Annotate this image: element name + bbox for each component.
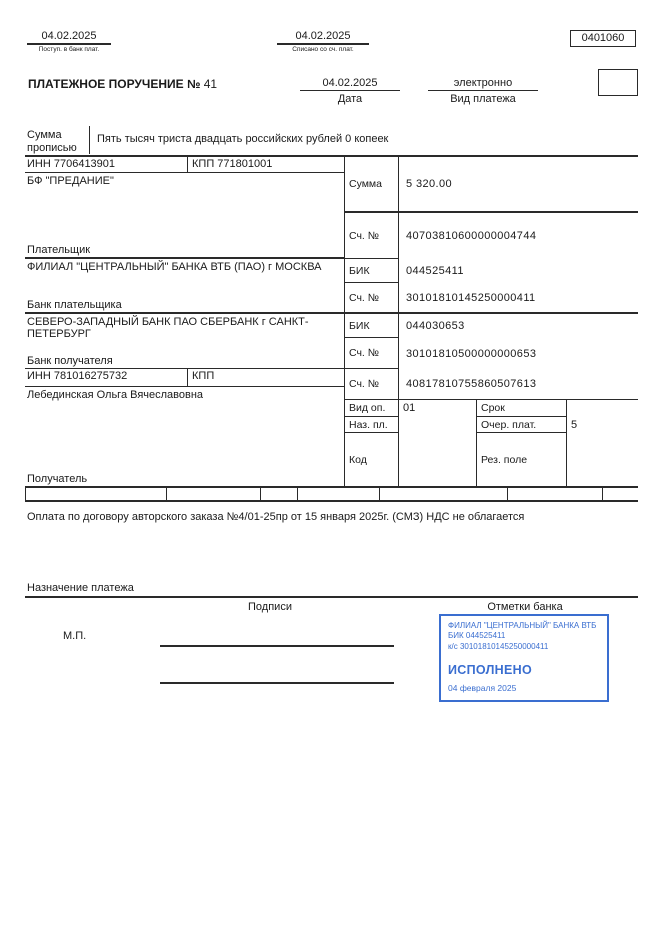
debited-date-block: [277, 30, 369, 53]
operation-labels-column: [345, 400, 399, 486]
stamp-corr-account: к/с 30101810145250000411: [448, 641, 549, 651]
beneficiary-bank-bik-row: [345, 314, 638, 338]
beneficiary-bank-name: СЕВЕРО-ЗАПАДНЫЙ БАНК ПАО СБЕРБАНК г САНКТ-ПЕТЕРБУРГ: [27, 316, 309, 340]
operation-grid: [345, 400, 638, 486]
stamp-place-label: М.П.: [63, 630, 87, 642]
amount-words-block: [27, 126, 640, 154]
beneficiary-account-value: 40817810755860507613: [406, 378, 537, 390]
payer-block: [25, 173, 344, 259]
payer-bank-bik-label: БИК: [345, 259, 399, 283]
tax-cell-4: [298, 488, 380, 500]
operation-values-column: [399, 400, 477, 486]
amount-row: [345, 157, 638, 213]
payment-type-label: Вид платежа: [450, 93, 516, 105]
stamp-status: ИСПОЛНЕНО: [448, 663, 532, 678]
beneficiary-bank-account-value: 30101810500000000653: [406, 347, 537, 360]
payer-inn: ИНН 7706413901: [27, 158, 116, 170]
payment-type-field: [428, 77, 538, 105]
payer-account-label: Сч. №: [345, 213, 399, 259]
date-label: Дата: [337, 93, 363, 105]
stamp-date: 04 февраля 2025: [448, 683, 517, 694]
priority-label: Очер. плат.: [477, 417, 566, 433]
op-type-label: Вид оп.: [345, 400, 398, 417]
form-code-box: 0401060: [570, 30, 636, 47]
purpose-kind-label: Наз. пл.: [345, 417, 398, 433]
payer-bank-account-row: [345, 283, 638, 314]
beneficiary-bank-account-row: [345, 338, 638, 369]
code-label: Код: [349, 453, 367, 466]
tax-cell-6: [508, 488, 603, 500]
stamp-bik: БИК 044525411: [448, 631, 506, 641]
terms-labels-column: [477, 400, 567, 486]
term-value: [567, 400, 638, 417]
main-table: [25, 155, 638, 488]
payer-bank-label: Банк плательщика: [27, 299, 122, 311]
tax-cell-2: [167, 488, 261, 500]
document-title: [28, 77, 217, 91]
signature-line-2: [160, 682, 394, 684]
requisites-column: [345, 157, 638, 486]
beneficiary-account-label: Сч. №: [345, 369, 399, 399]
signature-line-1: [160, 645, 394, 647]
amount-value: 5 320.00: [406, 178, 453, 190]
beneficiary-name: Лебединская Ольга Вячеславовна: [27, 389, 204, 401]
parties-column: [25, 157, 345, 486]
amount-words-label: Сумма прописью: [27, 129, 77, 154]
payment-purpose-text: Оплата по договору авторского заказа №4/01-25пр от 15 января 2025г. (СМЗ) НДС не облагается: [27, 511, 525, 523]
beneficiary-block: [25, 387, 344, 486]
payer-bank-bik-value: 044525411: [406, 265, 464, 277]
bank-stamp: [439, 614, 609, 702]
payer-name: БФ "ПРЕДАНИЕ": [27, 175, 114, 187]
beneficiary-inn-kpp-row: [25, 369, 344, 387]
purpose-divider-line: [25, 596, 638, 598]
tax-cell-5: [380, 488, 508, 500]
amount-words-text: Пять тысяч триста двадцать российских рублей 0 копеек: [89, 126, 640, 154]
payer-bank-bik-row: [345, 259, 638, 283]
payer-account-value: 40703810600000004744: [406, 230, 537, 242]
beneficiary-bank-label: Банк получателя: [27, 355, 113, 367]
signatures-label: Подписи: [248, 601, 292, 613]
document-title-text: ПЛАТЕЖНОЕ ПОРУЧЕНИЕ №: [28, 77, 201, 91]
payment-purpose-label: Назначение платежа: [27, 582, 134, 594]
payer-bank-name: ФИЛИАЛ "ЦЕНТРАЛЬНЫЙ" БАНКА ВТБ (ПАО) г МОСКВА: [27, 261, 322, 273]
payer-bank-account-value: 30101810145250000411: [406, 291, 536, 304]
payer-bank-block: [25, 259, 344, 314]
beneficiary-bank-bik-label: БИК: [345, 314, 399, 338]
priority-value: 5: [571, 419, 578, 431]
payer-account-row: [345, 213, 638, 259]
bank-marks-label: Отметки банка: [487, 601, 563, 613]
term-label: Срок: [477, 400, 566, 417]
received-date-block: [27, 30, 111, 53]
received-date: 04.02.2025: [27, 30, 111, 45]
tax-cell-1: [26, 488, 167, 500]
date-field: [300, 77, 400, 105]
tax-cell-3: [261, 488, 298, 500]
payer-label: Плательщик: [27, 244, 91, 256]
received-date-label: Поступ. в банк плат.: [38, 46, 100, 53]
payer-kpp: КПП 771801001: [187, 157, 344, 172]
beneficiary-account-row: [345, 369, 638, 400]
op-type-value: 01: [403, 402, 416, 414]
beneficiary-inn: ИНН 781016275732: [27, 370, 128, 382]
tax-fields-row: [25, 488, 638, 502]
beneficiary-label: Получатель: [27, 473, 88, 485]
debited-date: 04.02.2025: [277, 30, 369, 45]
status-code-box: [598, 69, 638, 96]
beneficiary-bank-account-label: Сч. №: [345, 338, 399, 369]
terms-values-column: [567, 400, 638, 486]
document-number: 41: [203, 77, 218, 91]
beneficiary-bank-block: [25, 314, 344, 369]
payer-inn-kpp-row: [25, 157, 344, 173]
payer-bank-account-label: Сч. №: [345, 283, 399, 312]
payment-type-value: электронно: [428, 77, 538, 91]
stamp-bank-name: ФИЛИАЛ "ЦЕНТРАЛЬНЫЙ" БАНКА ВТБ: [448, 621, 597, 630]
beneficiary-kpp: КПП: [187, 369, 344, 386]
date-value: 04.02.2025: [300, 77, 400, 91]
debited-date-label: Списано со сч. плат.: [292, 46, 354, 53]
beneficiary-bank-bik-value: 044030653: [406, 320, 465, 332]
reserve-field-label: Рез. поле: [481, 453, 528, 466]
tax-cell-7: [603, 488, 638, 500]
amount-label: Сумма: [345, 157, 399, 211]
